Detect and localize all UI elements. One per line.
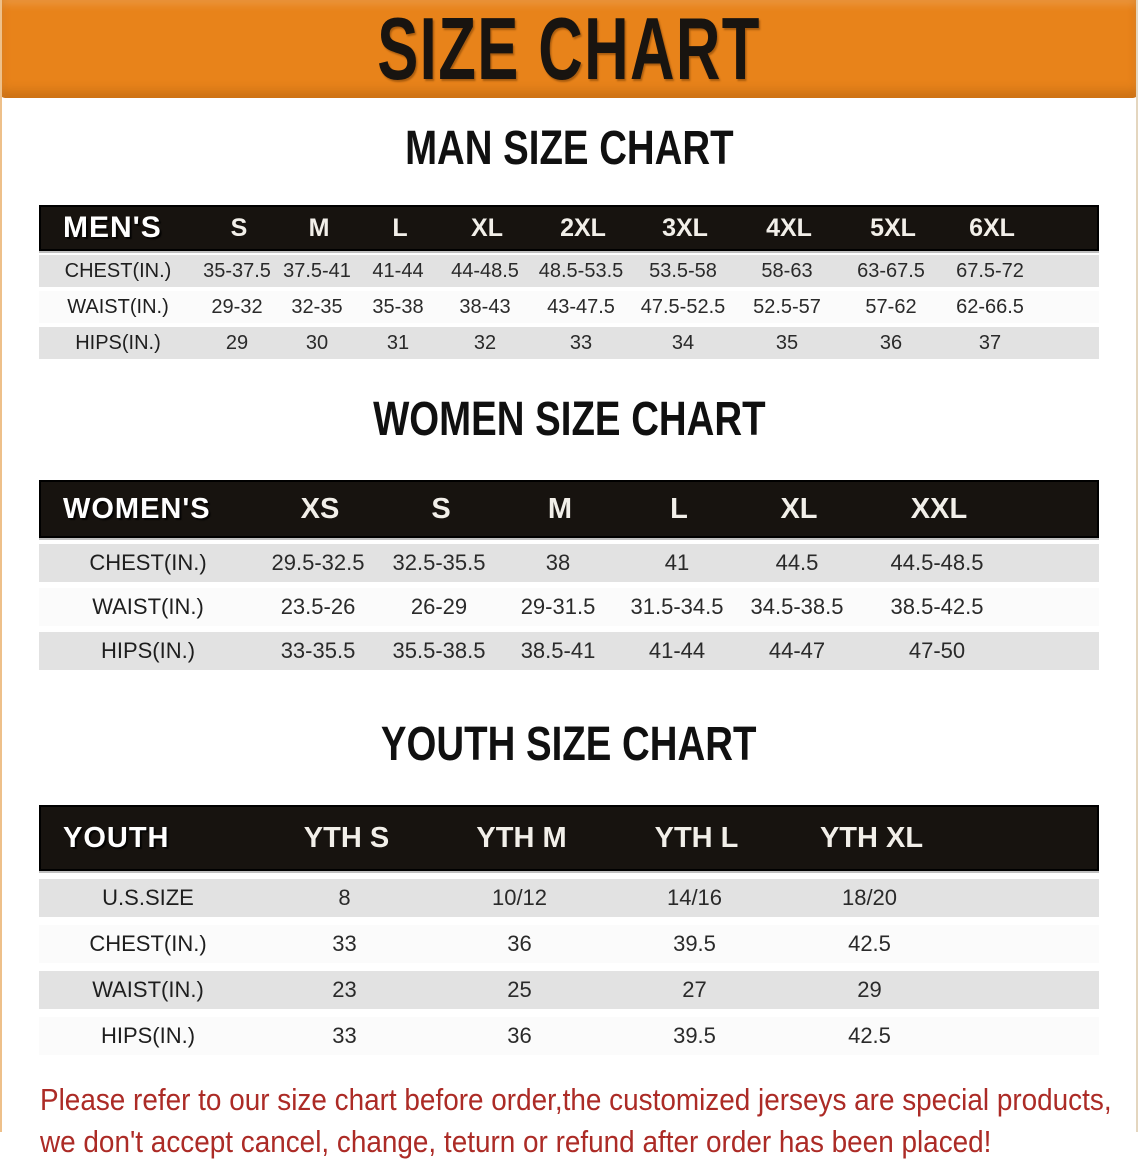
women-chest-row <box>39 544 1099 582</box>
size-cell: 53.5-58 <box>649 259 717 282</box>
size-cell: 63-67.5 <box>857 259 925 282</box>
women-size-table <box>39 480 1099 670</box>
size-cell: 10/12 <box>491 885 548 910</box>
row-label: CHEST(IN.) <box>64 259 172 282</box>
size-cell: 34.5-38.5 <box>750 594 844 619</box>
size-cell: 44-48.5 <box>451 259 519 282</box>
size-cell: 38 <box>545 550 571 575</box>
size-cell: 35-38 <box>372 295 424 318</box>
row-label: WAIST(IN.) <box>92 594 204 619</box>
size-cell: 37 <box>978 331 1002 354</box>
size-cell: 35-37.5 <box>203 259 271 282</box>
size-cell: 43-47.5 <box>547 295 615 318</box>
youth-ussize-row <box>39 879 1099 917</box>
size-cell: 31.5-34.5 <box>630 594 724 619</box>
size-cell: 23.5-26 <box>280 594 356 619</box>
row-label: HIPS(IN.) <box>100 638 196 663</box>
size-cell: 35 <box>775 331 799 354</box>
youth-chest-row <box>39 925 1099 963</box>
size-cell: 36 <box>507 931 532 956</box>
women-section-title <box>0 395 1138 456</box>
youth-size-table <box>39 805 1099 1055</box>
men-col-xl: XL <box>471 213 503 242</box>
size-cell: 32 <box>473 331 497 354</box>
men-waist-row <box>39 291 1099 323</box>
disclaimer-line-1: Please refer to our size chart before order,the customized jerseys are special products, <box>40 1082 1112 1117</box>
size-cell: 67.5-72 <box>956 259 1024 282</box>
size-cell: 8 <box>338 885 351 910</box>
size-cell: 32-35 <box>291 295 343 318</box>
disclaimer-line-2: we don't accept cancel, change, teturn or refund after order has been placed! <box>40 1124 992 1159</box>
women-col-m: M <box>547 492 573 525</box>
size-cell: 33 <box>332 1023 357 1048</box>
women-col-xl: XL <box>780 492 818 525</box>
youth-table-header-row <box>39 805 1099 871</box>
women-table-label: WOMEN'S <box>63 492 211 525</box>
size-chart-banner <box>0 0 1138 98</box>
size-cell: 25 <box>507 977 532 1002</box>
size-cell: 26-29 <box>410 594 468 619</box>
women-col-xxl: XXL <box>910 492 968 525</box>
men-col-m: M <box>308 213 330 242</box>
women-section-title-text: WOMEN SIZE CHART <box>372 393 766 446</box>
row-label: WAIST(IN.) <box>92 977 204 1002</box>
row-label: HIPS(IN.) <box>75 331 161 354</box>
size-cell: 47-50 <box>908 638 966 663</box>
size-cell: 29.5-32.5 <box>271 550 365 575</box>
youth-waist-row <box>39 971 1099 1009</box>
women-col-l: L <box>670 492 688 525</box>
youth-section-title-text: YOUTH SIZE CHART <box>381 718 757 771</box>
man-section-title <box>0 124 1138 185</box>
size-cell: 41-44 <box>372 259 424 282</box>
size-cell: 38.5-41 <box>520 638 596 663</box>
size-cell: 38-43 <box>459 295 511 318</box>
size-cell: 36 <box>507 1023 532 1048</box>
size-cell: 29-31.5 <box>520 594 596 619</box>
size-cell: 31 <box>386 331 410 354</box>
men-col-4xl: 4XL <box>766 213 812 242</box>
size-cell: 39.5 <box>673 1023 716 1048</box>
size-cell: 33 <box>569 331 593 354</box>
men-col-3xl: 3XL <box>662 213 708 242</box>
banner-title: SIZE CHART <box>377 0 761 98</box>
men-table-label: MEN'S <box>63 211 162 244</box>
women-col-xs: XS <box>300 492 340 525</box>
size-cell: 33-35.5 <box>280 638 356 663</box>
man-section-title-text: MAN SIZE CHART <box>404 122 734 175</box>
youth-col-s: YTH S <box>303 821 390 854</box>
size-cell: 62-66.5 <box>956 295 1024 318</box>
women-hips-row <box>39 632 1099 670</box>
disclaimer-text <box>40 1079 1138 1163</box>
size-cell: 48.5-53.5 <box>538 259 624 282</box>
size-cell: 37.5-41 <box>283 259 351 282</box>
size-cell: 33 <box>332 931 357 956</box>
row-label: CHEST(IN.) <box>89 931 207 956</box>
youth-hips-row <box>39 1017 1099 1055</box>
size-cell: 44.5-48.5 <box>890 550 984 575</box>
men-chest-row <box>39 255 1099 287</box>
women-col-s: S <box>431 492 451 525</box>
men-col-5xl: 5XL <box>870 213 916 242</box>
size-cell: 35.5-38.5 <box>392 638 486 663</box>
size-cell: 38.5-42.5 <box>890 594 984 619</box>
youth-col-m: YTH M <box>476 821 567 854</box>
men-col-2xl: 2XL <box>560 213 606 242</box>
size-cell: 18/20 <box>841 885 898 910</box>
size-cell: 36 <box>879 331 903 354</box>
size-cell: 42.5 <box>848 1023 891 1048</box>
size-cell: 14/16 <box>666 885 723 910</box>
row-label: HIPS(IN.) <box>100 1023 196 1048</box>
size-cell: 52.5-57 <box>753 295 821 318</box>
size-cell: 58-63 <box>761 259 813 282</box>
size-cell: 23 <box>332 977 357 1002</box>
women-waist-row <box>39 588 1099 626</box>
size-cell: 47.5-52.5 <box>640 295 726 318</box>
men-col-s: S <box>230 213 248 242</box>
size-cell: 44.5 <box>775 550 819 575</box>
youth-table-label: YOUTH <box>63 821 170 854</box>
size-cell: 29 <box>857 977 882 1002</box>
men-col-l: L <box>392 213 408 242</box>
youth-col-xl: YTH XL <box>819 821 924 854</box>
size-cell: 29 <box>225 331 249 354</box>
youth-section-title <box>0 720 1138 781</box>
men-table-header-row <box>39 205 1099 251</box>
size-cell: 44-47 <box>768 638 826 663</box>
size-cell: 29-32 <box>211 295 263 318</box>
size-cell: 42.5 <box>848 931 891 956</box>
row-label: WAIST(IN.) <box>67 295 169 318</box>
size-cell: 39.5 <box>673 931 716 956</box>
youth-col-l: YTH L <box>654 821 739 854</box>
men-col-6xl: 6XL <box>969 213 1015 242</box>
men-size-table <box>39 205 1099 359</box>
size-cell: 34 <box>671 331 695 354</box>
size-cell: 30 <box>305 331 329 354</box>
size-cell: 32.5-35.5 <box>392 550 486 575</box>
men-hips-row <box>39 327 1099 359</box>
row-label: CHEST(IN.) <box>89 550 207 575</box>
size-cell: 41 <box>664 550 690 575</box>
size-cell: 57-62 <box>865 295 917 318</box>
row-label: U.S.SIZE <box>102 885 194 910</box>
size-cell: 41-44 <box>648 638 706 663</box>
size-cell: 27 <box>682 977 707 1002</box>
women-table-header-row <box>39 480 1099 538</box>
